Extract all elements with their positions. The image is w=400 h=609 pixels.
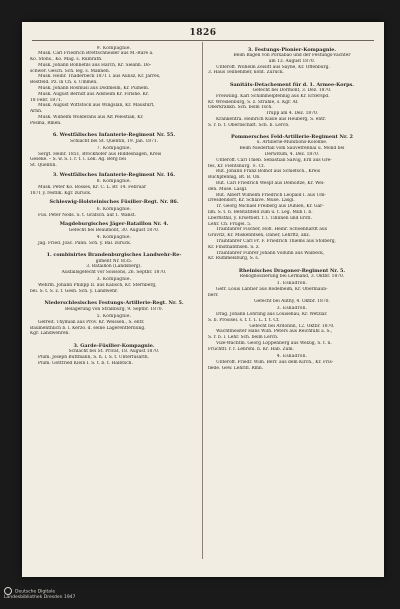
event-caption: Schlacht bei St. Privat, 18. August 1870. xyxy=(68,349,160,355)
entry-line: Musk. Peter Ko. Bosses, Kr. C. L. Br. 14. Februar xyxy=(38,185,147,191)
section-heading: 1. combinirtes Brandenburgisches Landwehr-Re- xyxy=(46,252,182,259)
event-caption: u. Artillerie-Munitions-Kolonne. xyxy=(256,140,328,146)
entry-line: Dresdendorf, Kr. Schlave. Muse. Läsgl. xyxy=(208,198,295,204)
section-heading: 3. Garde-Füsilier-Kompagnie. xyxy=(73,342,155,349)
event-caption: Beim Niederfall vom Sauvetrennal u. Mond bei xyxy=(239,146,345,152)
event-caption: Belagerung von Straßburg, 9. Septbr. 1870. xyxy=(65,306,163,312)
entry-line: Posma, Rmen. xyxy=(30,120,62,126)
entry-line: Musk. Johann Bonnefils aus Harch, Kr. Sieanh. Do- xyxy=(38,62,152,68)
entry-line: Musk. Johann Rosmusi aus Dodmeim, Kr. Pumem. xyxy=(38,86,150,92)
spacer xyxy=(30,337,198,340)
section-heading: Niederschlesisches Festungs-Artillerie-Regt. Nr. 5. xyxy=(44,300,184,307)
entry-line: Rut. Carl Friedrich Wespf aus Demoltze, Kr. Wei- xyxy=(216,181,325,187)
entry-line: Krankenträ. Heinrich Küsle aus Heuberg, S. entr. xyxy=(216,116,326,122)
subsection-heading: 8. Kompagnie. xyxy=(96,179,132,185)
spacer xyxy=(30,247,198,250)
watermark-line-2: Landesbibliothek Dresden 1947 xyxy=(4,595,76,600)
entry-line: Musk. Wilhelm Wolderans aus Alt Pelestiak, Kr. xyxy=(38,115,144,121)
entry-line: Kr. Flnsthanthsen. S. z. xyxy=(208,244,260,250)
entry-line: Kr. Wreslenburg, S. z. Strahle, s. Kgr. Af. xyxy=(208,99,299,105)
entry-line: Kr. Rummelsburg, S. s. xyxy=(208,256,260,262)
event-caption: Schlacht bei St. Quentin, 19. Jan. 1871. xyxy=(69,138,159,144)
entry-line: Oberkrankh. Sch. beim Tsch. xyxy=(208,105,273,111)
subsection-heading: 3. Kompagnie. xyxy=(96,277,132,283)
subsection-heading: 9. Kompagnie. xyxy=(96,45,132,51)
event-caption: Trupp am 4. Dez. 1870. xyxy=(265,111,319,117)
library-seal-icon xyxy=(4,587,12,595)
entry-line: 3. Haus Teilnehmer, kont. Zurück. xyxy=(208,70,284,76)
entry-line: Gefr. Louis Lantier aus Rödelheim, Kr. Obermaun- xyxy=(216,287,328,293)
entry-line: S. b. Prosisel. s. f. f. 1. L. f. t. Cf. xyxy=(208,317,280,323)
entry-line: Tr. Georg Michael Freiberg aus Duhlen, Kr. Gar- xyxy=(216,204,324,210)
event-caption: Derwitum, 4. Dez. 1870. xyxy=(264,152,320,158)
entry-line: Unteroff. Carl Thieb. Sebastian Salvig, Erll aus Gre- xyxy=(216,157,332,163)
section-heading: 3. Westfälisches Infanterie-Regiment Nr. 16. xyxy=(52,171,176,178)
entry-line: Drag. Johann Löhrling aus Louisehau, Kr. Wetzlar. xyxy=(216,311,328,317)
entry-line: Musk. August Wittstock aus Wingslan, Kr. Mausfurt, xyxy=(38,103,155,109)
entry-line: Gruvitz, Kr. Miskenhfsen, Daner, Lehrftz, anz. xyxy=(208,233,311,239)
column-divider xyxy=(202,42,203,559)
left-column xyxy=(30,44,198,367)
subsection-heading: 4. Eskadron. xyxy=(276,353,308,359)
entry-line: Unteroff. Friedr. Wilh. Berr. aus dem Kirch., Kr. Fris- xyxy=(216,359,334,365)
entry-line: Füs. Peter Nods. S. t. Grafsch. auf 1. Wanst. xyxy=(38,213,136,219)
entry-line: bei. S. t. S. z. f. Gesh. Sch. y. Landwehr. xyxy=(30,289,118,295)
event-caption: Gefecht bei Beaumont, 30. August 1870. xyxy=(68,227,160,233)
entry-line: Baumenthlich b. l. Kerzo. d. seine Lagerentfernung. xyxy=(30,325,146,331)
subsection-heading: 6. Kompagnie. xyxy=(96,207,132,213)
entry-line: Lberfisthll, y. Ersettiefl. f. l. Tihnnen und Erstl. xyxy=(208,215,312,221)
entry-line: fes, Kr. Flentshurg. ×. Cf. xyxy=(208,163,265,169)
entry-line: Lehr. Ch. Frügel. 5. xyxy=(208,221,252,227)
entry-line: Musk. Heinr. Thaderbeck 1871 l. aus Aulisz, Kr. Jarres, xyxy=(38,74,161,80)
entry-line: S. r. b. l. Lehr. Sch. beim Lerch. xyxy=(208,335,279,341)
entry-line: Wachtmeister Hans Wilh. Peters aus Reichfuhl a. S., xyxy=(216,329,333,335)
subsection-heading: 4. Kompagnie. xyxy=(96,235,132,241)
right-column xyxy=(208,44,376,371)
subsection-heading: 1. Eskadron. xyxy=(276,281,308,287)
section-heading: Magdeburgisches Jäger-Bataillon Nr. 4. xyxy=(59,221,169,228)
spacer xyxy=(208,76,376,79)
entry-line: Unteroff. Wilhelm Zeisitt aus Sayne, Kr. Offenburg. xyxy=(216,64,330,70)
entry-line: S. r. b. t. Oberlischaft. Sch. b. Lerch. xyxy=(208,122,290,128)
entry-line: Musk. Carl Friedrich Brettschneider aus M.-Rure a. xyxy=(38,51,154,57)
spacer xyxy=(30,295,198,298)
entry-line: Trainfahrer Fischer, Höfl. Heinr. Schoenhardt aus xyxy=(216,227,327,233)
entry-line: Ko. Stöns., Ko. Mag. s. Rumrath. xyxy=(30,57,103,63)
header-rule xyxy=(32,40,374,41)
entry-line: Jäg. Fried. Joac. Pann. Sch. y. Bal. zurück. xyxy=(38,240,132,246)
entry-line: Arnn. xyxy=(30,109,43,115)
entry-line: Geseke. – S. w. S. l. r. t. l. Lek. Ag. Berg bei xyxy=(30,157,126,163)
entry-line: Plum. Gottfried Klein I. S. t. b. t. Halbtsch. xyxy=(38,360,133,366)
entry-line: Vize-Wachtm. Georg Loppenberg aus Welzig, S. t. n. xyxy=(216,340,332,346)
entry-line: Rut. Johann Franz Bolhof aus Schiefsch., Kreis xyxy=(216,169,321,175)
entry-line: Buchpfennig, Bt. B. Ob. xyxy=(208,175,261,181)
spacer xyxy=(30,127,198,130)
entry-line: Plum. Joseph Buttmann, S. h. l. S. t. Unterfusarlh. xyxy=(38,354,149,360)
section-heading: Schleswig-Holsteinisches Füsilier-Regt. Nr. 86. xyxy=(49,199,179,206)
entry-line: lim. S. t. b. Befstatlfeld zum u. f. Leg. Milh I. b. xyxy=(208,210,313,216)
subsection-heading: 3. Eskadron. xyxy=(276,306,308,312)
entry-line: berr. xyxy=(208,293,219,299)
watermark-line-1: Deutsche Digitale xyxy=(15,589,56,594)
entry-line: 18 Febr. 1871. xyxy=(30,97,63,103)
event-caption: Ausfallsgefecht vor Soissons, 26. Septbr. 1870. xyxy=(61,270,167,276)
entry-line: Sergt. Heinr. 1851, Brockhöfer aus Hiddeshagen, Kreis xyxy=(38,151,162,157)
entry-line: Freiwillig. Karl Schimmelpfennig aus Kr. Erzerspd. xyxy=(216,93,330,99)
entry-line: Gefreit. Thymian aus Prov. Kr. Weissen., S. entr. xyxy=(38,319,145,325)
page-number: 1826 xyxy=(189,28,217,38)
subsection-heading: 5. Kompagnie. xyxy=(96,314,132,320)
entry-line: den. Muse. Läsgl. xyxy=(208,186,248,192)
section-heading: Pommersches Feld-Artillerie-Regiment Nr. 2 xyxy=(231,134,353,141)
entry-line: Wehrm. Johann Philipp II. aus Kalisch, Kr. Sternberg, xyxy=(38,283,157,289)
subsection-heading: 7. Kompagnie. xyxy=(96,145,132,151)
spacer xyxy=(208,262,376,265)
entry-line: Kgr. Landwehren. xyxy=(30,331,70,337)
section-heading: Sanitäts-Detachement für d. 1. Armee-Korps. xyxy=(229,81,355,88)
document-page xyxy=(22,22,384,577)
entry-line: 1871 y. restllk. Kgr. zurück. xyxy=(30,191,92,197)
event-caption: Rekognoszierung bei Lermand, 3. Oktbr. 1870. xyxy=(239,274,345,280)
event-caption: giment Nr. 8/35. xyxy=(95,258,133,264)
entry-line: Trainfahrer Fuhrer Johann Volluhn aus Walbeck, xyxy=(216,250,325,256)
section-heading: Rheinisches Dragoner-Regiment Nr. 5. xyxy=(238,267,346,274)
entry-line: Bestfeld. Pz. in Ch. s. Ummen. xyxy=(30,80,98,86)
entry-line: Musk. August Berndt aus Adsheim Kr. Firlshe. Kr. xyxy=(38,91,149,97)
entry-line: fiede. Gew. Lehrifl. Rmn. xyxy=(208,365,264,371)
spacer xyxy=(208,129,376,132)
entry-line: Fruchtfl. r. f. Lehrshl. b. Kr. Hab. Zum. xyxy=(208,346,294,352)
entry-line: schwer. Gesch. Sch. leg. s. Mannen. xyxy=(30,68,111,74)
event-caption: 3. Bataillon (Landsberg). xyxy=(86,264,142,270)
event-caption: Gefecht bei Ardonnn, 12. Oktbr. 1870. xyxy=(249,323,335,329)
entry-line: Rut. Albert Wilhelm Friedrich Leopald I. aus Um- xyxy=(216,192,326,198)
section-heading: 6. Westfälisches Infanterie-Regiment Nr. 55. xyxy=(52,132,176,139)
event-caption: am 13. August 1870. xyxy=(268,58,316,64)
entry-line: St. Quentin. xyxy=(30,163,57,169)
event-caption: Gefecht bei Authy, 4. Oktbr. 1870. xyxy=(254,298,330,304)
event-caption: Beim Bagen von Porxabao und der Festungs-Vächter xyxy=(233,52,351,58)
section-heading: 3. Festungs-Pionier-Kompagnie. xyxy=(247,46,337,53)
event-caption: Gefecht bei Dormont, 3. Dez. 1870. xyxy=(252,88,332,93)
entry-line: Trainfahrer Carl Fr. F. Friedrich Thiems aus Stolberg, xyxy=(216,239,336,245)
library-watermark xyxy=(4,587,75,602)
